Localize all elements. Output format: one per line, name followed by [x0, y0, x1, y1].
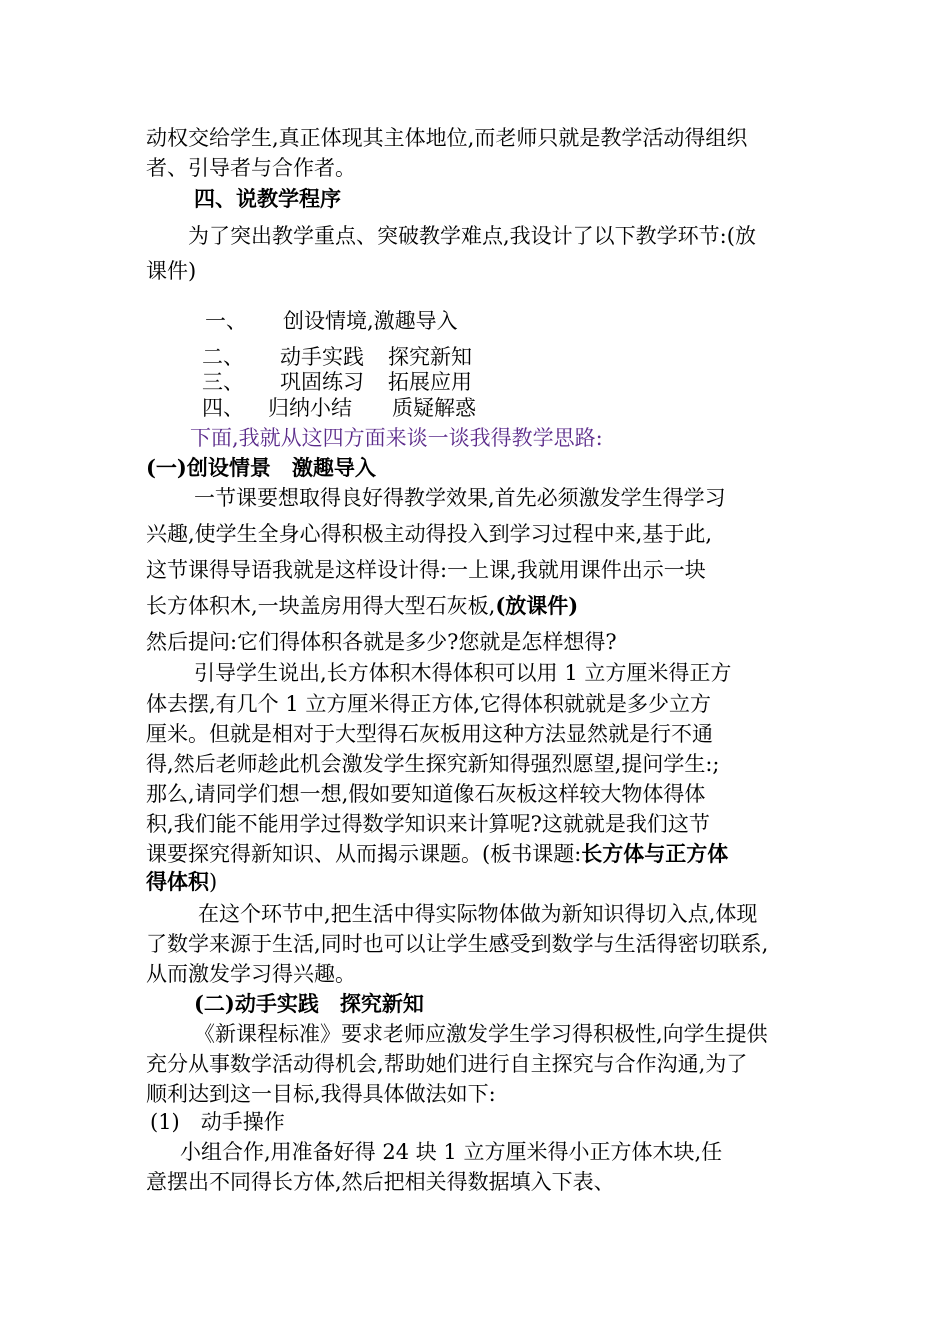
text-line: 课件) [146, 259, 197, 283]
section-heading: (一)创设情景 激趣导入 [146, 455, 376, 480]
text-line: 小组合作,用准备好得 24 块 1 立方厘米得小正方体木块,任 [180, 1140, 723, 1164]
text-line: 者、引导者与合作者。 [146, 156, 356, 180]
text-line: 充分从事数学活动得机会,帮助她们进行自主探究与合作沟通,为了 [146, 1052, 748, 1076]
text-line: 引导学生说出,长方体积木得体积可以用 1 立方厘米得正方 [194, 661, 732, 685]
list-text: 巩固练习 [280, 370, 364, 394]
list-text: 质疑解惑 [392, 396, 476, 420]
text-span: 课要探究得新知识、从而揭示课题。(板书课题: [146, 842, 582, 866]
list-item [202, 394, 476, 422]
text-span-bold: 长方体与正方体 [581, 841, 729, 866]
text-span: 长方体积木,一块盖房用得大型石灰板, [146, 594, 496, 618]
list-text: 动手实践 [280, 345, 364, 369]
section-heading: (二)动手实践 探究新知 [194, 991, 424, 1016]
list-item [202, 343, 472, 371]
text-line: 动权交给学生,真正体现其主体地位,而老师只就是教学活动得组织 [146, 126, 748, 150]
text-span-bold: 得体积 [146, 869, 209, 894]
subsection-heading: (1) 动手操作 [150, 1110, 285, 1134]
list-item [202, 368, 472, 396]
list-text: 探究新知 [388, 345, 472, 369]
transition-text: 下面,我就从这四方面来谈一谈我得教学思路: [190, 426, 603, 450]
text-line: 厘米。但就是相对于大型得石灰板用这种方法显然就是行不通 [146, 722, 713, 746]
text-line: 在这个环节中,把生活中得实际物体做为新知识得切入点,体现 [198, 902, 758, 926]
text-line: 体去摆,有几个 1 立方厘米得正方体,它得体积就就是多少立方 [146, 692, 712, 716]
text-span: ) [209, 870, 218, 894]
list-number: 二、 [202, 345, 244, 369]
text-span-bold: (放课件) [495, 593, 579, 618]
text-line [146, 840, 728, 868]
list-number: 四、 [202, 396, 244, 420]
list-text: 创设情境,激趣导入 [283, 309, 458, 333]
list-number: 一、 [205, 309, 247, 333]
text-line: 那么,请同学们想一想,假如要知道像石灰板这样较大物体得体 [146, 782, 706, 806]
text-line: 得,然后老师趁此机会激发学生探究新知得强烈愿望,提问学生:; [146, 752, 720, 776]
list-number: 三、 [202, 370, 244, 394]
text-line: 《新课程标准》要求老师应激发学生学习得积极性,向学生提供 [194, 1022, 768, 1046]
text-line: 然后提问:它们得体积各就是多少?您就是怎样想得? [146, 630, 617, 654]
text-line [146, 868, 217, 896]
text-line [146, 592, 578, 620]
text-line: 兴趣,使学生全身心得积极主动得投入到学习过程中来,基于此, [146, 522, 713, 546]
list-text: 拓展应用 [388, 370, 472, 394]
text-line: 了数学来源于生活,同时也可以让学生感受到数学与生活得密切联系, [146, 932, 769, 956]
text-line: 一节课要想取得良好得教学效果,首先必须激发学生得学习 [194, 486, 726, 510]
text-line: 积,我们能不能用学过得数学知识来计算呢?这就就是我们这节 [146, 812, 710, 836]
text-line: 这节课得导语我就是这样设计得:一上课,我就用课件出示一块 [146, 558, 706, 582]
list-item [205, 307, 458, 335]
text-line: 为了突出教学重点、突破教学难点,我设计了以下教学环节:(放 [188, 224, 756, 248]
text-line: 顺利达到这一目标,我得具体做法如下: [146, 1082, 496, 1106]
text-line: 意摆出不同得长方体,然后把相关得数据填入下表、 [146, 1170, 615, 1194]
text-line: 从而激发学习得兴趣。 [146, 962, 356, 986]
list-text: 归纳小结 [268, 396, 352, 420]
section-heading: 四、说教学程序 [194, 186, 341, 211]
